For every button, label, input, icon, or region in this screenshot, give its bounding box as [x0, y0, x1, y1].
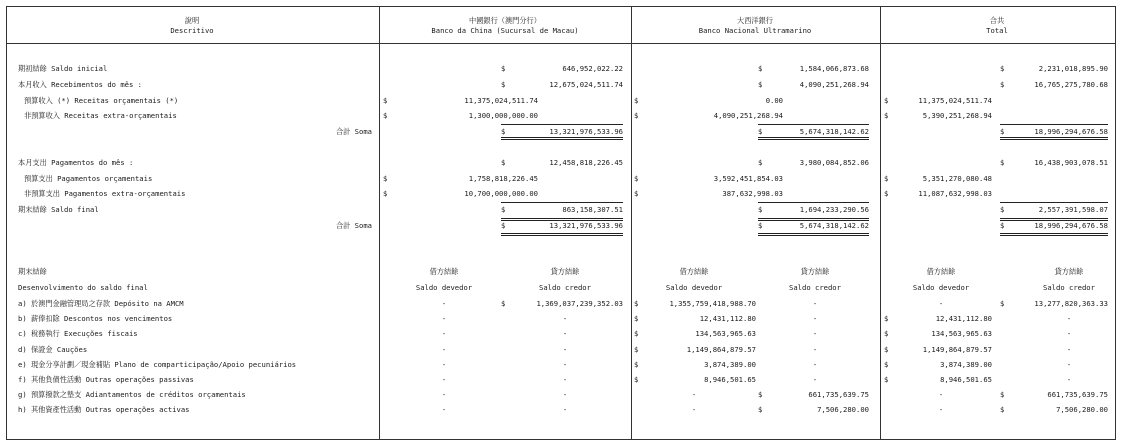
- empty-credit: -: [1066, 314, 1072, 324]
- header-bnu-pt: Banco Nacional Ultramarino: [698, 26, 812, 35]
- list-item-label: b) 薪俸扣除 Descontos nos vencimentos: [18, 314, 173, 324]
- row-label: 期末結餘 Saldo final: [18, 205, 99, 214]
- currency-sign: $: [758, 205, 763, 214]
- credit-header-zh: 貸方結餘: [1054, 267, 1084, 276]
- amount-subtotal: 5,674,318,142.62: [799, 221, 869, 230]
- credit-amount: 7,506,280.00: [817, 405, 869, 415]
- amount-subtotal: 1,694,233,290.56: [799, 205, 869, 214]
- currency-sign: $: [758, 221, 763, 230]
- empty-credit: -: [1066, 359, 1072, 369]
- amount-subtotal: 18,996,294,676.58: [1034, 127, 1108, 136]
- sum-rule: [1000, 137, 1108, 140]
- debit-amount: 8,946,501.65: [704, 375, 756, 384]
- currency-sign: $: [758, 127, 763, 136]
- header-bnu-zh: 大西洋銀行: [737, 16, 773, 25]
- currency-sign: $: [501, 127, 506, 136]
- empty-debit: -: [691, 405, 697, 415]
- sum-rule: [758, 124, 869, 125]
- credit-amount: 1,369,037,239,352.03: [536, 299, 623, 308]
- credit-amount: 661,735,639.75: [808, 390, 869, 400]
- amount-subtotal: 3,980,084,852.06: [799, 158, 869, 167]
- empty-debit: -: [441, 405, 447, 415]
- amount-subtotal: 646,952,022.22: [562, 64, 623, 73]
- amount-subtotal: 5,674,318,142.62: [799, 127, 869, 136]
- debit-header-zh: 借方結餘: [429, 267, 459, 276]
- debit-amount: 12,431,112.80: [935, 314, 992, 324]
- amount-subtotal: 2,231,018,895.90: [1038, 64, 1108, 73]
- currency-sign: $: [884, 344, 889, 354]
- empty-debit: -: [441, 329, 447, 339]
- row-label: 本月收入 Recebimentos do mês :: [18, 80, 142, 89]
- empty-credit: -: [562, 359, 568, 369]
- list-item-label: a) 於澳門金融管理局之存款 Depósito na AMCM: [18, 299, 184, 308]
- currency-sign: $: [758, 64, 763, 73]
- credit-header-zh: 貸方結餘: [800, 267, 830, 276]
- row-label: 期初結餘 Saldo inicial: [18, 64, 108, 73]
- debit-amount: 8,946,501.65: [940, 375, 992, 384]
- currency-sign: $: [1000, 390, 1005, 400]
- sum-rule: [501, 233, 623, 236]
- sum-rule: [758, 137, 869, 140]
- currency-sign: $: [634, 299, 639, 308]
- currency-sign: $: [758, 390, 763, 400]
- currency-sign: $: [884, 359, 889, 369]
- amount-subtotal: 18,996,294,676.58: [1034, 221, 1108, 230]
- list-item-label: g) 預算撥款之墊支 Adiantamentos de créditos orçamentais: [18, 390, 246, 400]
- empty-credit: -: [562, 329, 568, 339]
- header-total-pt: Total: [986, 26, 1008, 35]
- currency-sign: $: [501, 64, 506, 73]
- amount-subtotal: 863,158,307.51: [562, 205, 623, 214]
- currency-sign: $: [884, 314, 889, 324]
- amount-detail: 3,592,451,854.03: [713, 174, 783, 183]
- currency-sign: $: [1000, 158, 1005, 167]
- empty-debit: -: [441, 344, 447, 354]
- amount-detail: 1,758,818,226.45: [468, 174, 538, 183]
- empty-debit: -: [441, 375, 447, 384]
- currency-sign: $: [884, 96, 889, 105]
- amount-subtotal: 2,557,391,598.07: [1038, 205, 1108, 214]
- currency-sign: $: [634, 189, 639, 198]
- currency-sign: $: [383, 96, 388, 105]
- amount-subtotal: 16,438,903,078.51: [1034, 158, 1108, 167]
- sum-rule: [501, 218, 623, 221]
- amount-subtotal: 16,765,275,780.68: [1034, 80, 1108, 89]
- sum-rule: [1000, 202, 1108, 203]
- credit-amount: 7,506,280.00: [1056, 405, 1108, 415]
- credit-amount: 661,735,639.75: [1047, 390, 1108, 400]
- row-label: 本月支出 Pagamentos do mês :: [18, 158, 134, 167]
- list-item-label: c) 稅務執行 Execuções fiscais: [18, 329, 138, 339]
- currency-sign: $: [1000, 127, 1005, 136]
- credit-header-pt: Saldo credor: [1043, 283, 1095, 292]
- currency-sign: $: [634, 329, 639, 339]
- empty-debit: -: [441, 359, 447, 369]
- header-total-zh: 合共: [989, 16, 1005, 25]
- debit-amount: 3,874,389.00: [940, 359, 992, 369]
- sum-rule: [501, 124, 623, 125]
- amount-detail: 11,087,632,998.03: [918, 189, 992, 198]
- row-label: 合計 Soma: [335, 127, 372, 136]
- row-label: 非預算支出 Pagamentos extra-orçamentais: [24, 189, 186, 198]
- currency-sign: $: [1000, 299, 1005, 308]
- amount-subtotal: 12,458,818,226.45: [549, 158, 623, 167]
- empty-credit: -: [812, 314, 818, 324]
- currency-sign: $: [501, 205, 506, 214]
- credit-header-pt: Saldo credor: [789, 283, 841, 292]
- amount-detail: 11,375,024,511.74: [918, 96, 992, 105]
- empty-credit: -: [812, 329, 818, 339]
- debit-amount: 134,563,965.63: [931, 329, 992, 339]
- list-item-label: d) 保證金 Cauções: [18, 344, 88, 354]
- currency-sign: $: [1000, 205, 1005, 214]
- empty-debit: -: [441, 390, 447, 400]
- debit-amount: 1,355,759,418,988.70: [669, 299, 756, 308]
- header-divider: [6, 43, 1116, 44]
- header-desc-pt: Descritivo: [170, 26, 214, 35]
- currency-sign: $: [634, 359, 639, 369]
- currency-sign: $: [758, 80, 763, 89]
- currency-sign: $: [1000, 64, 1005, 73]
- list-item-label: h) 其他資產性活動 Outras operações activas: [18, 405, 190, 415]
- sum-rule: [1000, 233, 1108, 236]
- empty-debit: -: [691, 390, 697, 400]
- empty-credit: -: [1066, 329, 1072, 339]
- empty-credit: -: [562, 390, 568, 400]
- amount-detail: 387,632,998.03: [722, 189, 783, 198]
- empty-debit: -: [938, 405, 944, 415]
- credit-header-pt: Saldo credor: [539, 283, 591, 292]
- amount-subtotal: 4,090,251,268.94: [799, 80, 869, 89]
- amount-subtotal: 13,321,976,533.96: [549, 127, 623, 136]
- empty-credit: -: [1066, 375, 1072, 384]
- currency-sign: $: [634, 375, 639, 384]
- credit-amount: 13,277,820,363.33: [1034, 299, 1108, 308]
- empty-credit: -: [1066, 344, 1072, 354]
- currency-sign: $: [634, 314, 639, 324]
- currency-sign: $: [634, 344, 639, 354]
- debit-amount: 1,149,864,879.57: [686, 344, 756, 354]
- currency-sign: $: [1000, 80, 1005, 89]
- empty-credit: -: [812, 299, 818, 308]
- currency-sign: $: [383, 189, 388, 198]
- debit-header-pt: Saldo devedor: [415, 283, 473, 292]
- column-divider: [379, 6, 380, 440]
- currency-sign: $: [1000, 405, 1005, 415]
- currency-sign: $: [383, 111, 388, 120]
- section-title-zh: 期末結餘: [18, 267, 47, 276]
- currency-sign: $: [634, 111, 639, 120]
- empty-credit: -: [562, 314, 568, 324]
- currency-sign: $: [758, 158, 763, 167]
- debit-amount: 12,431,112.80: [699, 314, 756, 324]
- amount-subtotal: 1,584,066,873.68: [799, 64, 869, 73]
- debit-header-pt: Saldo devedor: [665, 283, 723, 292]
- sum-rule: [1000, 218, 1108, 221]
- section-title-pt: Desenvolvimento do saldo final: [18, 283, 148, 292]
- currency-sign: $: [634, 96, 639, 105]
- column-divider: [631, 6, 632, 440]
- amount-detail: 10,700,000,000.00: [464, 189, 538, 198]
- sum-rule: [758, 218, 869, 221]
- currency-sign: $: [501, 158, 506, 167]
- currency-sign: $: [758, 405, 763, 415]
- debit-header-pt: Saldo devedor: [912, 283, 970, 292]
- header-boc-zh: 中國銀行（澳門分行）: [469, 16, 541, 25]
- empty-debit: -: [441, 299, 447, 308]
- currency-sign: $: [1000, 221, 1005, 230]
- header-boc-pt: Banco da China (Sucursal de Macau): [431, 26, 579, 35]
- currency-sign: $: [884, 189, 889, 198]
- amount-detail: 1,300,000,000.00: [468, 111, 538, 120]
- row-label: 合計 Soma: [335, 221, 372, 230]
- empty-debit: -: [938, 299, 944, 308]
- empty-credit: -: [812, 375, 818, 384]
- debit-amount: 134,563,965.63: [695, 329, 756, 339]
- sum-rule: [501, 137, 623, 140]
- amount-detail: 4,090,251,268.94: [713, 111, 783, 120]
- empty-debit: -: [441, 314, 447, 324]
- currency-sign: $: [884, 375, 889, 384]
- empty-credit: -: [812, 344, 818, 354]
- sum-rule: [1000, 124, 1108, 125]
- amount-subtotal: 13,321,976,533.96: [549, 221, 623, 230]
- empty-credit: -: [562, 344, 568, 354]
- debit-amount: 3,874,389.00: [704, 359, 756, 369]
- currency-sign: $: [383, 174, 388, 183]
- column-divider: [880, 6, 881, 440]
- list-item-label: f) 其他負債性活動 Outras operações passivas: [18, 375, 194, 384]
- amount-detail: 0.00: [765, 96, 783, 105]
- currency-sign: $: [501, 221, 506, 230]
- amount-detail: 5,351,270,080.48: [922, 174, 992, 183]
- amount-subtotal: 12,675,024,511.74: [549, 80, 623, 89]
- currency-sign: $: [884, 174, 889, 183]
- sum-rule: [501, 202, 623, 203]
- debit-amount: 1,149,864,879.57: [922, 344, 992, 354]
- credit-header-zh: 貸方結餘: [550, 267, 580, 276]
- currency-sign: $: [501, 299, 506, 308]
- header-desc-zh: 說明: [184, 16, 200, 25]
- row-label: 非預算收入 Receitas extra-orçamentais: [24, 111, 177, 120]
- currency-sign: $: [884, 329, 889, 339]
- empty-debit: -: [938, 390, 944, 400]
- sum-rule: [758, 202, 869, 203]
- empty-credit: -: [812, 359, 818, 369]
- empty-credit: -: [562, 375, 568, 384]
- currency-sign: $: [501, 80, 506, 89]
- row-label: 預算支出 Pagamentos orçamentais: [24, 174, 153, 183]
- currency-sign: $: [634, 174, 639, 183]
- list-item-label: e) 現金分享計劃／現金補貼 Plano de comparticipação/Apoio pecuniários: [18, 359, 297, 369]
- currency-sign: $: [884, 111, 889, 120]
- empty-credit: -: [562, 405, 568, 415]
- amount-detail: 5,390,251,268.94: [922, 111, 992, 120]
- debit-header-zh: 借方結餘: [926, 267, 956, 276]
- row-label: 預算收入 (*) Receitas orçamentais (*): [24, 96, 179, 105]
- sum-rule: [758, 233, 869, 236]
- amount-detail: 11,375,024,511.74: [464, 96, 538, 105]
- debit-header-zh: 借方結餘: [679, 267, 709, 276]
